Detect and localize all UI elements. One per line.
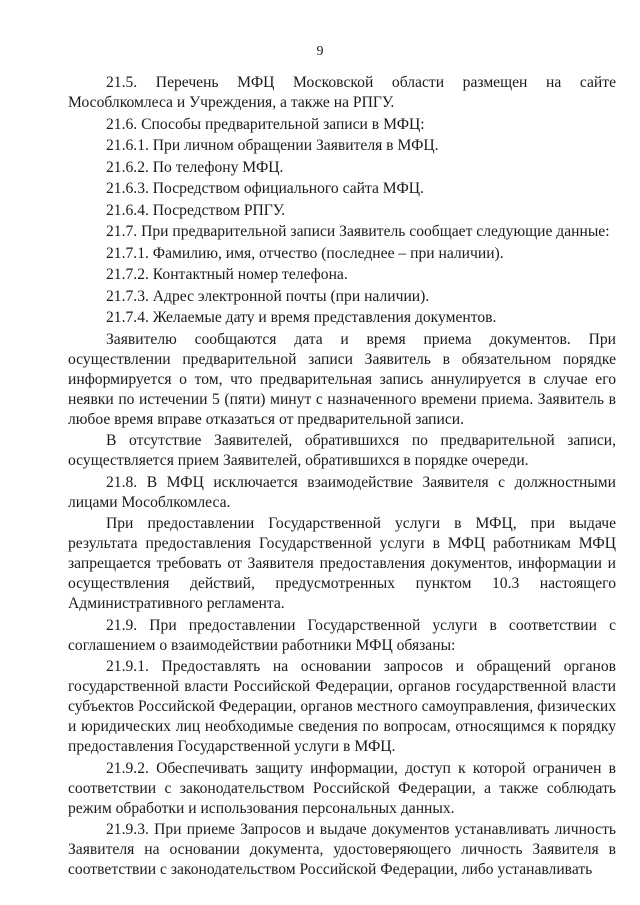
paragraph: 21.6.4. Посредством РПГУ.	[106, 201, 286, 219]
paragraph: 21.9. При предоставлении Государственной услуги в соответствии с соглашением о взаимодействии работники МФЦ обязаны:	[68, 616, 616, 654]
paragraph: 21.6.3. Посредством официального сайта МФЦ.	[106, 180, 424, 197]
paragraph: 21.9.1. Предоставлять на основании запросов и обращений органов государственной власти Российской Федерации, органов государственной власти субъектов Российской Федерации, органов местного самоуправления, физических и юридических лиц необходимые сведения по вопросам, относящимся к порядку предоставления Государственной услуги в МФЦ.	[68, 658, 616, 755]
paragraph: 21.6.1. При личном обращении Заявителя в МФЦ.	[106, 137, 439, 154]
paragraph: 21.7.1. Фамилию, имя, отчество (последнее – при наличии).	[106, 244, 504, 262]
paragraph: 21.7.4. Желаемые дату и время представления документов.	[106, 309, 497, 326]
paragraph: 21.9.2. Обеспечивать защиту информации, доступ к которой ограничен в соответствии с законодательством Российской Федерации, а также соблюдать режим обработки и использования персональных данных.	[68, 759, 616, 817]
paragraph: Заявителю сообщаются дата и время приема документов. При осуществлении предварительной записи Заявитель в обязательном порядке информируется о том, что предварительная запись аннулируется в случае его неявки по истечении 5 (пяти) минут с назначенного времени приема. Заявитель в любое время вправе отказаться от предварительной записи.	[68, 330, 616, 428]
paragraph: При предоставлении Государственной услуги в МФЦ, при выдаче результата предоставления Государственной услуги в МФЦ работникам МФЦ запрещается требовать от Заявителя предоставления документов, информации и осуществления действий, предусмотренных пунктом 10.3 настоящего Административного регламента.	[68, 515, 616, 612]
document-body	[68, 73, 616, 882]
paragraph: 21.6. Способы предварительной записи в МФЦ:	[106, 115, 425, 133]
paragraph: 21.9.3. При приеме Запросов и выдаче документов устанавливать личность Заявителя на основании документа, удостоверяющего личность Заявителя в соответствии с законодательством Российской Федерации, либо устанавливать	[68, 821, 616, 878]
paragraph: В отсутствие Заявителей, обратившихся по предварительной записи, осуществляется прием Заявителей, обратившихся в порядке очереди.	[68, 432, 616, 469]
paragraph: 21.7.3. Адрес электронной почты (при наличии).	[106, 287, 430, 305]
paragraph: 21.8. В МФЦ исключается взаимодействие Заявителя с должностными лицами Мособлкомлеса.	[68, 473, 616, 511]
paragraph: 21.5. Перечень МФЦ Московской области размещен на сайте Мособлкомлеса и Учреждения, а также на РПГУ.	[68, 74, 616, 111]
page-number: 9	[316, 44, 324, 59]
paragraph: 21.6.2. По телефону МФЦ.	[106, 158, 284, 176]
paragraph: 21.7. При предварительной записи Заявитель сообщает следующие данные:	[106, 223, 610, 240]
paragraph: 21.7.2. Контактный номер телефона.	[106, 266, 348, 283]
